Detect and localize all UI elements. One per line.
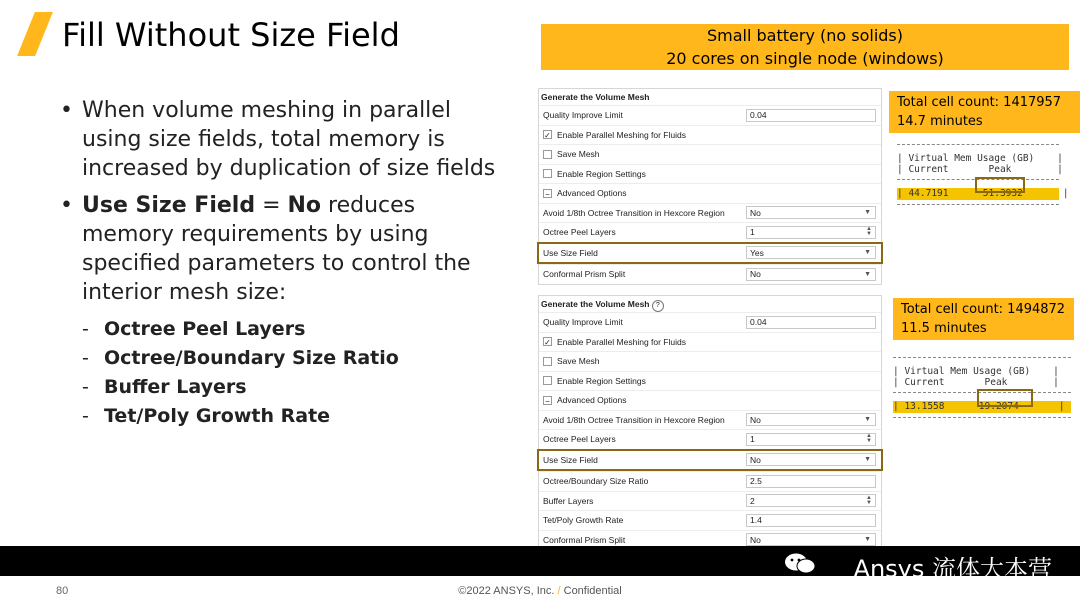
bullet-1: • When volume meshing in parallel using size fields, total memory is increased by duplication of size fields [60, 96, 500, 183]
peak-highlight [975, 177, 1025, 193]
region-settings-label: Enable Region Settings [557, 375, 646, 386]
result-1-memory-table [897, 140, 1069, 213]
confidential-label: Confidential [563, 585, 622, 597]
quality-improve-row [539, 105, 881, 125]
quality-improve-input[interactable]: 0.04 [746, 109, 876, 122]
save-mesh-label: Save Mesh [557, 356, 600, 367]
save-mesh-checkbox[interactable] [543, 357, 552, 366]
avoid-octree-label: Avoid 1/8th Octree Transition in Hexcore Region [543, 414, 725, 425]
buffer-layers-row [539, 491, 881, 511]
dropdown-arrow-icon: ▼ [864, 270, 871, 278]
avoid-octree-row [539, 410, 881, 430]
spinner-icon[interactable]: ▲ ▼ [866, 433, 872, 445]
content-body [60, 96, 500, 431]
parallel-meshing-label: Enable Parallel Meshing for Fluids [557, 336, 686, 347]
prism-split-label: Conformal Prism Split [543, 534, 626, 545]
region-settings-label: Enable Region Settings [557, 168, 646, 179]
sub-item-label: Octree Peel Layers [104, 318, 306, 340]
use-size-field-label: Use Size Field [543, 247, 598, 258]
memory-header: | Virtual Mem Usage (GB) | [893, 366, 1059, 377]
volume-mesh-panel-1 [538, 88, 882, 285]
prism-split-label: Conformal Prism Split [543, 269, 626, 280]
sub-item: - Tet/Poly Growth Rate [82, 402, 500, 431]
size-ratio-input[interactable]: 2.5 [746, 475, 876, 488]
test-case-banner [541, 24, 1069, 70]
advanced-options-label: Advanced Options [557, 188, 627, 199]
panel-title: Generate the Volume Mesh ? [539, 296, 881, 312]
result-2-time: 11.5 minutes [901, 321, 987, 336]
quality-improve-input[interactable]: 0.04 [746, 316, 876, 329]
sub-item-label: Buffer Layers [104, 376, 247, 398]
memory-values-row: | 44.7191 51.3932 | [897, 188, 1069, 199]
dropdown-arrow-icon: ▼ [864, 456, 871, 464]
region-settings-checkbox[interactable] [543, 376, 552, 385]
spinner-icon[interactable]: ▲ ▼ [866, 494, 872, 506]
accent-slash [17, 12, 53, 56]
advanced-options-row [539, 183, 881, 203]
parallel-meshing-row [539, 332, 881, 352]
prism-split-select[interactable]: No ▼ [746, 533, 876, 546]
bullet-2: • Use Size Field = No reduces memory requirements by using specified parameters to control the interior mesh size: [60, 191, 500, 307]
peel-layers-row [539, 429, 881, 449]
avoid-octree-select[interactable]: No ▼ [746, 413, 876, 426]
parallel-meshing-checkbox[interactable]: ✓ [544, 338, 551, 348]
copyright: ©2022 ANSYS, Inc. / Confidential [458, 585, 622, 597]
use-size-field-term: Use Size Field [82, 193, 256, 218]
growth-rate-label: Tet/Poly Growth Rate [543, 515, 624, 526]
bullet-2-rest: reduces memory requirements by using specified parameters to control the interior mesh size: [82, 193, 471, 305]
collapse-icon[interactable]: − [543, 189, 552, 198]
memory-subheader: | Current Peak | [893, 377, 1059, 388]
sub-item: - Buffer Layers [82, 373, 500, 402]
brand-watermark: Ansys 流体大本营 [853, 555, 1052, 583]
use-size-field-label: Use Size Field [543, 454, 598, 465]
avoid-octree-select[interactable]: No ▼ [746, 206, 876, 219]
volume-mesh-panel-2 [538, 295, 882, 550]
peel-layers-stepper[interactable]: 1 ▲ ▼ [746, 226, 876, 239]
sub-item-label: Tet/Poly Growth Rate [104, 405, 331, 427]
dropdown-arrow-icon: ▼ [864, 209, 871, 217]
peel-layers-row [539, 222, 881, 242]
wechat-icon [783, 552, 817, 574]
result-2-memory-table [893, 353, 1071, 426]
parallel-meshing-label: Enable Parallel Meshing for Fluids [557, 129, 686, 140]
save-mesh-row [539, 351, 881, 371]
help-icon[interactable]: ? [652, 300, 664, 312]
peel-layers-stepper[interactable]: 1 ▲ ▼ [746, 433, 876, 446]
result-2-cell-count: Total cell count: 1494872 [901, 302, 1066, 317]
bullet-2-equals: = [255, 193, 288, 218]
parallel-meshing-checkbox[interactable]: ✓ [544, 131, 551, 141]
use-size-field-row [537, 242, 883, 265]
result-1-cell-count: Total cell count: 1417957 [897, 95, 1062, 110]
region-settings-checkbox[interactable] [543, 169, 552, 178]
quality-improve-row [539, 312, 881, 332]
panel-title: Generate the Volume Mesh [541, 92, 650, 102]
spinner-icon[interactable]: ▲ ▼ [866, 226, 872, 238]
save-mesh-label: Save Mesh [557, 149, 600, 160]
advanced-options-label: Advanced Options [557, 395, 627, 406]
use-size-field-row [537, 449, 883, 472]
page-number: 80 [56, 585, 69, 597]
save-mesh-row [539, 144, 881, 164]
region-settings-row [539, 164, 881, 184]
banner-line-1: Small battery (no solids) [706, 26, 903, 45]
result-1-time: 14.7 minutes [897, 114, 983, 129]
peel-layers-label: Octree Peel Layers [543, 434, 616, 445]
advanced-options-row [539, 390, 881, 410]
avoid-octree-row [539, 203, 881, 223]
size-ratio-label: Octree/Boundary Size Ratio [543, 476, 649, 487]
memory-header: | Virtual Mem Usage (GB) | [897, 153, 1063, 164]
bullet-2-text [82, 191, 500, 307]
memory-values-row: | 13.1558 19.2074 | [893, 401, 1071, 413]
banner-line-2: 20 cores on single node (windows) [666, 49, 944, 68]
prism-split-select[interactable]: No ▼ [746, 268, 876, 281]
sub-item-label: Octree/Boundary Size Ratio [104, 347, 399, 369]
growth-rate-input[interactable]: 1.4 [746, 514, 876, 527]
parallel-meshing-row [539, 125, 881, 145]
dropdown-arrow-icon: ▼ [864, 536, 871, 544]
save-mesh-checkbox[interactable] [543, 150, 552, 159]
region-settings-row [539, 371, 881, 391]
bullet-1-text: When volume meshing in parallel using size fields, total memory is increased by duplication of size fields [82, 98, 496, 181]
size-ratio-row [539, 471, 881, 491]
collapse-icon[interactable]: − [543, 396, 552, 405]
slide-title: Fill Without Size Field [62, 16, 400, 54]
result-2-summary [893, 298, 1074, 340]
buffer-layers-stepper[interactable]: 2 ▲ ▼ [746, 494, 876, 507]
no-term: No [287, 193, 322, 218]
buffer-layers-label: Buffer Layers [543, 495, 594, 506]
memory-subheader: | Current Peak | [897, 164, 1063, 175]
result-1-summary [889, 91, 1080, 133]
sub-item: - Octree/Boundary Size Ratio [82, 344, 500, 373]
peak-highlight [977, 389, 1033, 407]
sub-item: - Octree Peel Layers [82, 315, 500, 344]
quality-improve-label: Quality Improve Limit [543, 110, 623, 121]
dropdown-arrow-icon: ▼ [864, 416, 871, 424]
peel-layers-label: Octree Peel Layers [543, 227, 616, 238]
growth-rate-row [539, 510, 881, 530]
quality-improve-label: Quality Improve Limit [543, 317, 623, 328]
dropdown-arrow-icon: ▼ [864, 249, 871, 257]
use-size-field-select[interactable]: Yes ▼ [746, 246, 876, 259]
prism-split-row [539, 264, 881, 284]
avoid-octree-label: Avoid 1/8th Octree Transition in Hexcore Region [543, 207, 725, 218]
use-size-field-select[interactable]: No ▼ [746, 453, 876, 466]
